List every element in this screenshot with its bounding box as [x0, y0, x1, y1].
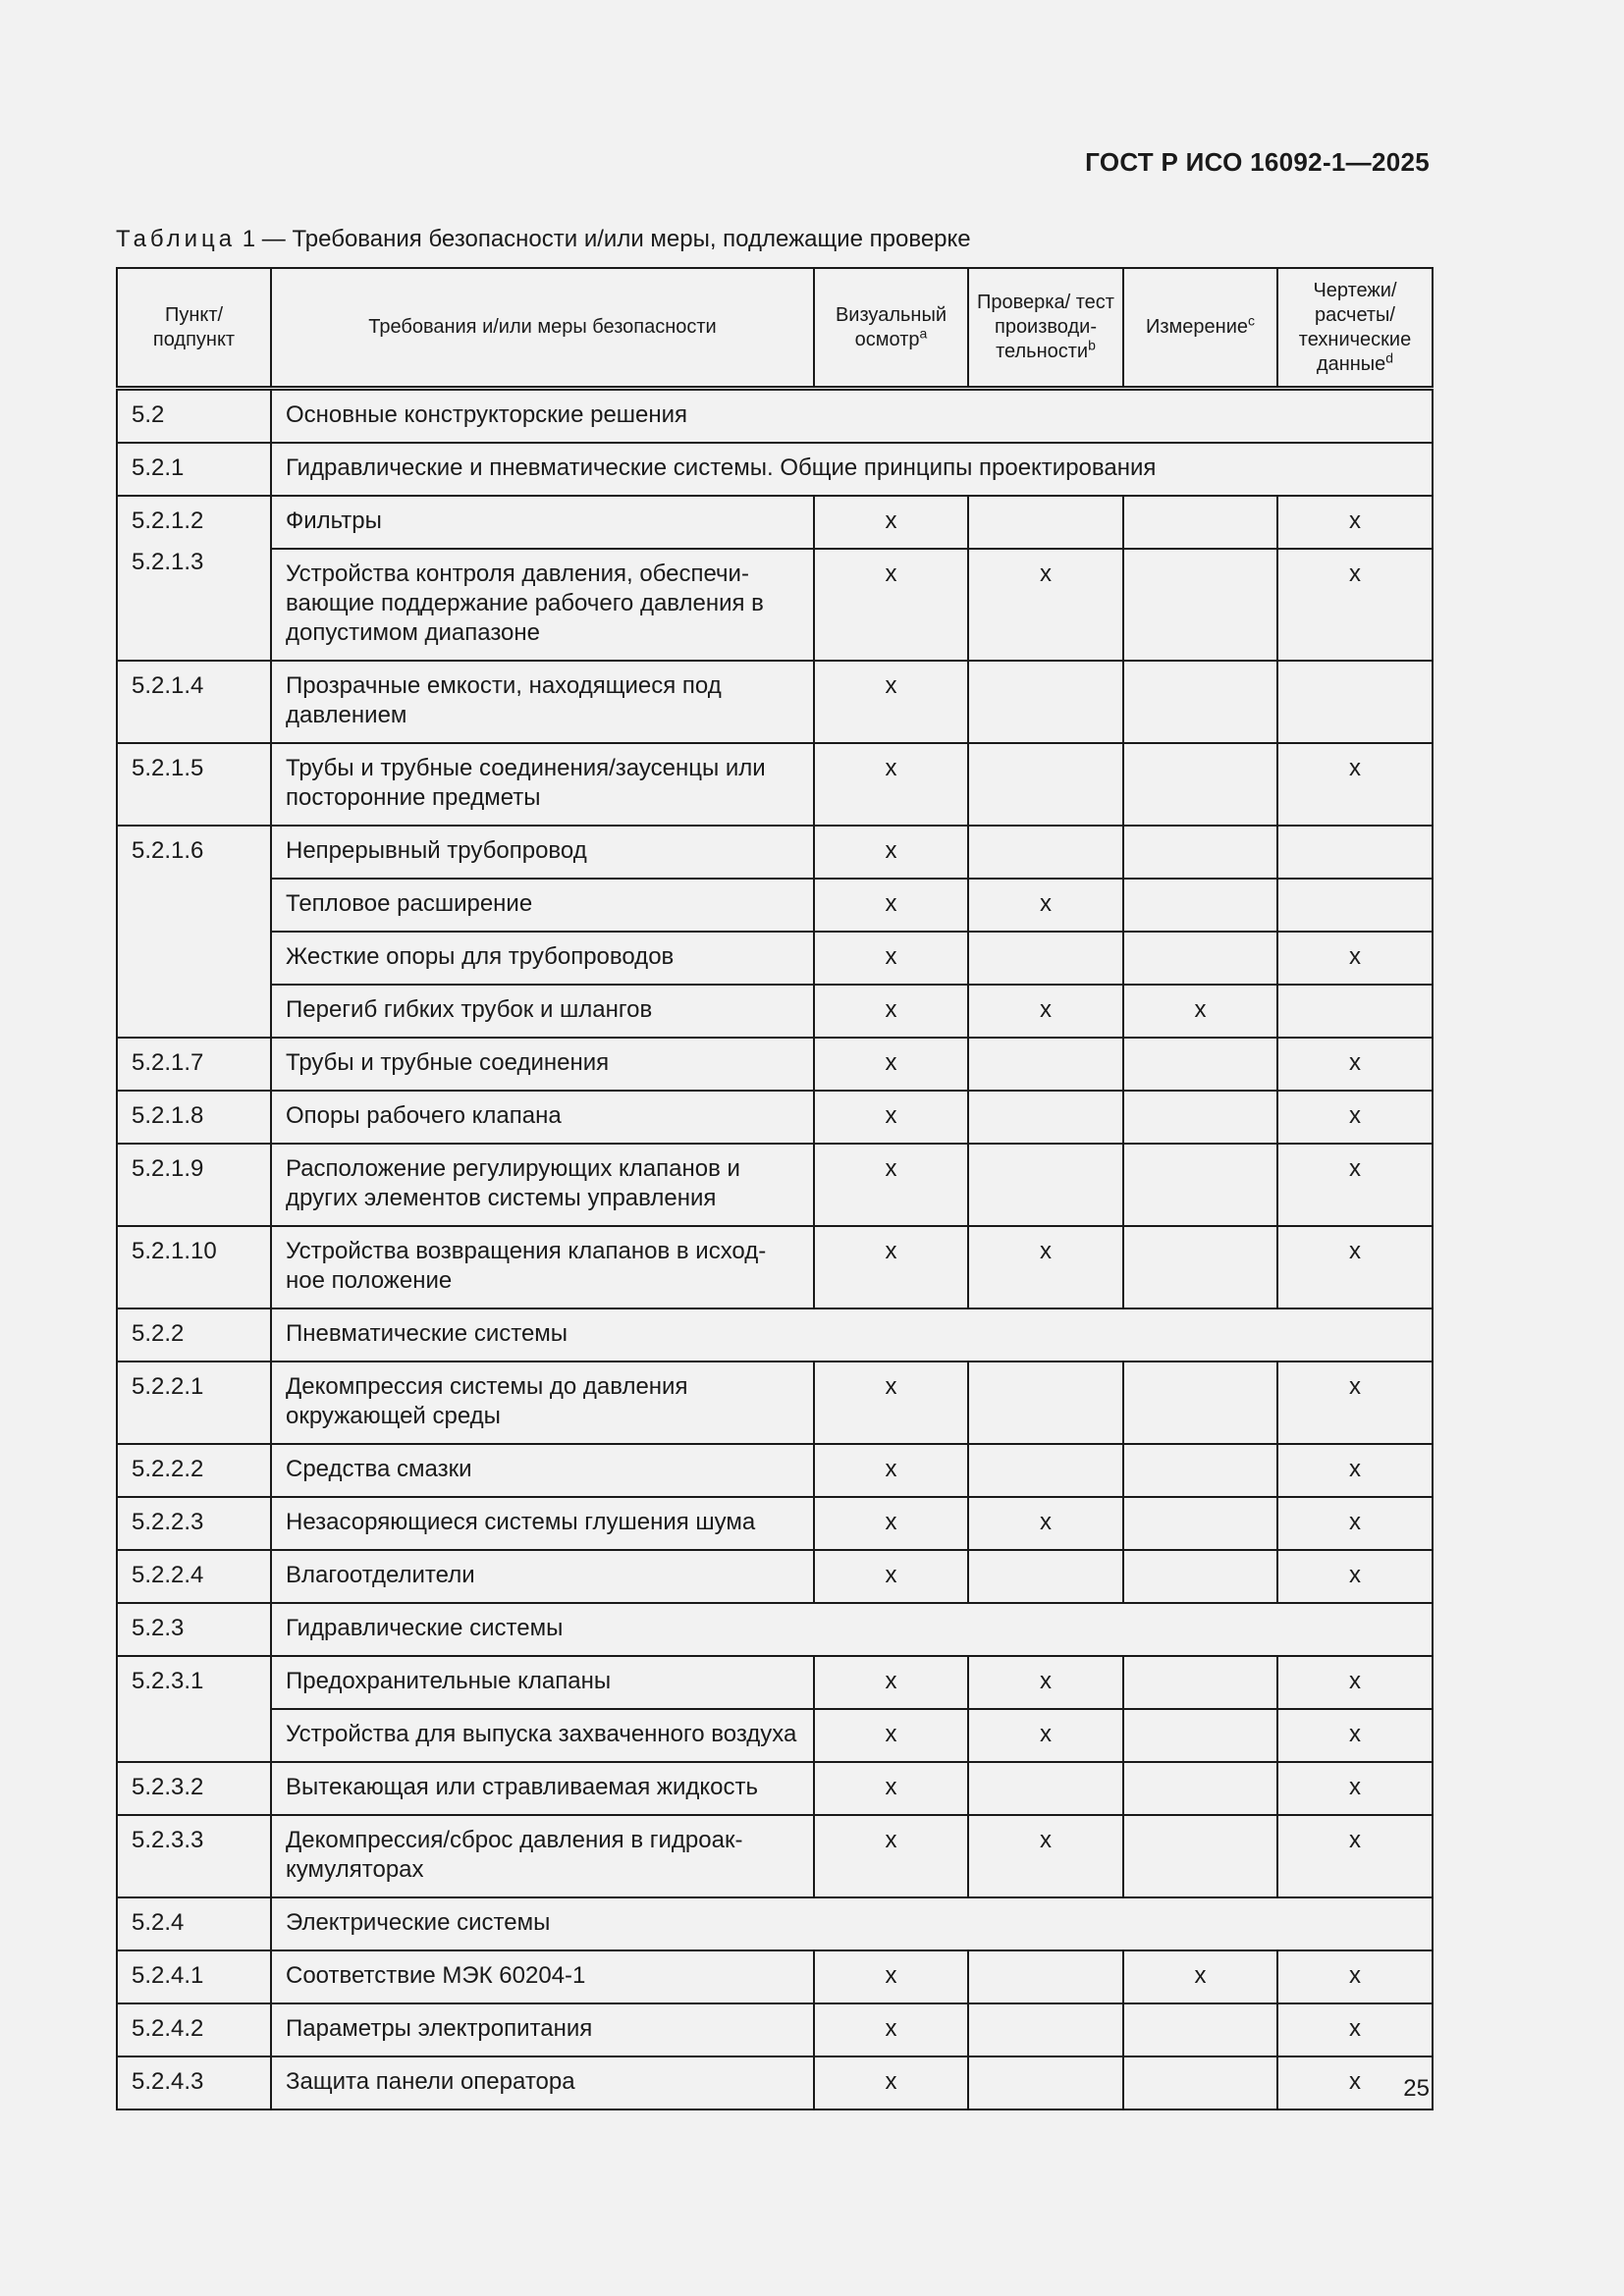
measurement-mark [1123, 2056, 1277, 2109]
measurement-mark [1123, 1656, 1277, 1709]
test-mark: x [968, 549, 1123, 661]
drawings-mark: x [1277, 1444, 1433, 1497]
drawings-mark [1277, 879, 1433, 932]
drawings-mark: x [1277, 1091, 1433, 1144]
test-mark: x [968, 985, 1123, 1038]
row-requirement: Параметры электропитания [271, 2003, 814, 2056]
drawings-mark: x [1277, 496, 1433, 549]
visual-mark: x [814, 1038, 968, 1091]
visual-mark: x [814, 1762, 968, 1815]
table-row [117, 443, 1433, 496]
drawings-mark: x [1277, 1038, 1433, 1091]
header-test: Проверка/ тест производи-тельности$^b$ [968, 268, 1123, 389]
visual-mark: x [814, 1709, 968, 1762]
row-number: 5.2.1.8 [117, 1091, 271, 1144]
measurement-mark [1123, 496, 1277, 549]
test-mark [968, 2056, 1123, 2109]
measurement-mark [1123, 826, 1277, 879]
table-row [117, 1144, 1433, 1226]
measurement-mark [1123, 1226, 1277, 1308]
table-caption [116, 226, 971, 253]
row-number: 5.2.2.1 [117, 1362, 271, 1444]
table-row [117, 1308, 1433, 1362]
measurement-mark [1123, 1144, 1277, 1226]
drawings-mark: x [1277, 1656, 1433, 1709]
drawings-mark: x [1277, 1497, 1433, 1550]
visual-mark: x [814, 661, 968, 743]
row-number: 5.2.4 [117, 1897, 271, 1950]
drawings-mark [1277, 985, 1433, 1038]
test-mark [968, 1950, 1123, 2003]
row-number: 5.2.1.9 [117, 1144, 271, 1226]
row-requirement: Пневматические системы [271, 1308, 1433, 1362]
row-requirement: Соответствие МЭК 60204-1 [271, 1950, 814, 2003]
test-mark [968, 2003, 1123, 2056]
document-code: ГОСТ Р ИСО 16092-1—2025 [1085, 147, 1430, 177]
test-mark [968, 1144, 1123, 1226]
row-requirement: Трубы и трубные соединения [271, 1038, 814, 1091]
drawings-mark: x [1277, 2056, 1433, 2109]
measurement-mark: x [1123, 1950, 1277, 2003]
row-requirement: Гидравлические системы [271, 1603, 1433, 1656]
visual-mark: x [814, 1950, 968, 2003]
drawings-mark: x [1277, 743, 1433, 826]
visual-mark: x [814, 985, 968, 1038]
visual-mark: x [814, 1497, 968, 1550]
test-mark [968, 1444, 1123, 1497]
test-mark [968, 826, 1123, 879]
row-number: 5.2.1 [117, 443, 271, 496]
drawings-mark: x [1277, 1226, 1433, 1308]
row-number: 5.2.4.3 [117, 2056, 271, 2109]
drawings-mark: x [1277, 1815, 1433, 1897]
measurement-mark [1123, 932, 1277, 985]
row-requirement: Вытекающая или стравливаемая жидкость [271, 1762, 814, 1815]
row-requirement: Фильтры [271, 496, 814, 549]
measurement-mark [1123, 1444, 1277, 1497]
row-requirement: Трубы и трубные соединения/заусенцы или посторонние предметы [271, 743, 814, 826]
caption-label: Таблица [116, 226, 237, 252]
row-requirement: Электрические системы [271, 1897, 1433, 1950]
row-requirement: Средства смазки [271, 1444, 814, 1497]
visual-mark: x [814, 1656, 968, 1709]
table-row [117, 1950, 1433, 2003]
row-requirement: Декомпрессия/сброс давления в гидроак-кумуляторах [271, 1815, 814, 1897]
table-row [117, 1603, 1433, 1656]
test-mark [968, 1362, 1123, 1444]
drawings-mark: x [1277, 2003, 1433, 2056]
table-row [117, 389, 1433, 444]
visual-mark: x [814, 1362, 968, 1444]
drawings-mark [1277, 826, 1433, 879]
measurement-mark [1123, 1550, 1277, 1603]
test-mark [968, 1550, 1123, 1603]
row-number: 5.2.1.7 [117, 1038, 271, 1091]
row-number: 5.2.3.2 [117, 1762, 271, 1815]
row-requirement: Незасоряющиеся системы глушения шума [271, 1497, 814, 1550]
row-number: 5.2.1.2 5.2.1.3 [117, 496, 271, 661]
table-row [117, 985, 1433, 1038]
row-requirement: Предохранительные клапаны [271, 1656, 814, 1709]
row-number: 5.2.1.6 [117, 826, 271, 1038]
measurement-mark [1123, 1038, 1277, 1091]
measurement-mark [1123, 1091, 1277, 1144]
test-mark [968, 932, 1123, 985]
measurement-mark [1123, 1497, 1277, 1550]
drawings-mark: x [1277, 1762, 1433, 1815]
row-number: 5.2.2.3 [117, 1497, 271, 1550]
row-number: 5.2.2.4 [117, 1550, 271, 1603]
test-mark [968, 1091, 1123, 1144]
visual-mark: x [814, 496, 968, 549]
visual-mark: x [814, 932, 968, 985]
header-visual: Визуальный осмотр$^a$ [814, 268, 968, 389]
test-mark: x [968, 1497, 1123, 1550]
drawings-mark: x [1277, 1550, 1433, 1603]
drawings-mark: x [1277, 932, 1433, 985]
row-number: 5.2.3.3 [117, 1815, 271, 1897]
visual-mark: x [814, 826, 968, 879]
measurement-mark [1123, 549, 1277, 661]
table-row [117, 1497, 1433, 1550]
row-requirement: Устройства для выпуска захваченного воздуха [271, 1709, 814, 1762]
visual-mark: x [814, 1091, 968, 1144]
visual-mark: x [814, 1550, 968, 1603]
table-row [117, 1444, 1433, 1497]
row-number: 5.2.1.5 [117, 743, 271, 826]
row-requirement: Устройства возвращения клапанов в исход-ное положение [271, 1226, 814, 1308]
visual-mark: x [814, 2056, 968, 2109]
row-number: 5.2.2 [117, 1308, 271, 1362]
row-number: 5.2.4.2 [117, 2003, 271, 2056]
table-row [117, 1038, 1433, 1091]
table-row [117, 743, 1433, 826]
measurement-mark [1123, 1762, 1277, 1815]
visual-mark: x [814, 1226, 968, 1308]
row-number: 5.2.3.1 [117, 1656, 271, 1762]
test-mark [968, 661, 1123, 743]
measurement-mark [1123, 1362, 1277, 1444]
table-row [117, 1226, 1433, 1308]
test-mark [968, 1762, 1123, 1815]
row-number: 5.2 [117, 389, 271, 444]
drawings-mark: x [1277, 1144, 1433, 1226]
table-row [117, 932, 1433, 985]
row-requirement: Прозрачные емкости, находящиеся под давлением [271, 661, 814, 743]
table-row [117, 1815, 1433, 1897]
measurement-mark [1123, 879, 1277, 932]
caption-text: 1 — Требования безопасности и/или меры, подлежащие проверке [236, 226, 971, 252]
page-number: 25 [1403, 2075, 1430, 2102]
row-number: 5.2.1.4 [117, 661, 271, 743]
drawings-mark [1277, 661, 1433, 743]
test-mark: x [968, 1815, 1123, 1897]
row-requirement: Непрерывный трубопровод [271, 826, 814, 879]
table-row [117, 1762, 1433, 1815]
header-requirements: Требования и/или меры безопасности [271, 268, 814, 389]
measurement-mark [1123, 743, 1277, 826]
measurement-mark: x [1123, 985, 1277, 1038]
row-number: 5.2.3 [117, 1603, 271, 1656]
visual-mark: x [814, 743, 968, 826]
table-row [117, 496, 1433, 549]
table-row [117, 2056, 1433, 2109]
test-mark: x [968, 879, 1123, 932]
drawings-mark: x [1277, 549, 1433, 661]
test-mark [968, 496, 1123, 549]
row-number: 5.2.4.1 [117, 1950, 271, 2003]
measurement-mark [1123, 1709, 1277, 1762]
test-mark: x [968, 1656, 1123, 1709]
table-row [117, 549, 1433, 661]
row-number: 5.2.2.2 [117, 1444, 271, 1497]
table-row [117, 2003, 1433, 2056]
row-requirement: Декомпрессия системы до давления окружающей среды [271, 1362, 814, 1444]
test-mark: x [968, 1226, 1123, 1308]
row-requirement: Устройства контроля давления, обеспечи-вающие поддержание рабочего давления в допустимом диапазоне [271, 549, 814, 661]
visual-mark: x [814, 1815, 968, 1897]
table-row [117, 1091, 1433, 1144]
row-requirement: Опоры рабочего клапана [271, 1091, 814, 1144]
table-row [117, 826, 1433, 879]
row-requirement: Тепловое расширение [271, 879, 814, 932]
table-row [117, 1709, 1433, 1762]
table-row [117, 661, 1433, 743]
table-row [117, 1897, 1433, 1950]
row-requirement: Жесткие опоры для трубопроводов [271, 932, 814, 985]
test-mark [968, 743, 1123, 826]
visual-mark: x [814, 879, 968, 932]
table-row [117, 1362, 1433, 1444]
row-number: 5.2.1.10 [117, 1226, 271, 1308]
row-requirement: Защита панели оператора [271, 2056, 814, 2109]
visual-mark: x [814, 1444, 968, 1497]
measurement-mark [1123, 1815, 1277, 1897]
test-mark [968, 1038, 1123, 1091]
row-requirement: Перегиб гибких трубок и шлангов [271, 985, 814, 1038]
header-drawings: Чертежи/ расчеты/ технические данные$^d$ [1277, 268, 1433, 389]
header-clause: Пункт/ подпункт [117, 268, 271, 389]
row-requirement: Влагоотделители [271, 1550, 814, 1603]
test-mark: x [968, 1709, 1123, 1762]
visual-mark: x [814, 1144, 968, 1226]
table-row [117, 1550, 1433, 1603]
drawings-mark: x [1277, 1362, 1433, 1444]
row-requirement: Гидравлические и пневматические системы. Общие принципы проектирования [271, 443, 1433, 496]
row-requirement: Основные конструкторские решения [271, 389, 1433, 444]
drawings-mark: x [1277, 1950, 1433, 2003]
table-row [117, 879, 1433, 932]
row-requirement: Расположение регулирующих клапанов и других элементов системы управления [271, 1144, 814, 1226]
requirements-table [116, 267, 1434, 2110]
visual-mark: x [814, 549, 968, 661]
measurement-mark [1123, 2003, 1277, 2056]
visual-mark: x [814, 2003, 968, 2056]
table-row [117, 1656, 1433, 1709]
drawings-mark: x [1277, 1709, 1433, 1762]
measurement-mark [1123, 661, 1277, 743]
table-header-row [117, 268, 1433, 389]
header-measurement: Измерение$^c$ [1123, 268, 1277, 389]
